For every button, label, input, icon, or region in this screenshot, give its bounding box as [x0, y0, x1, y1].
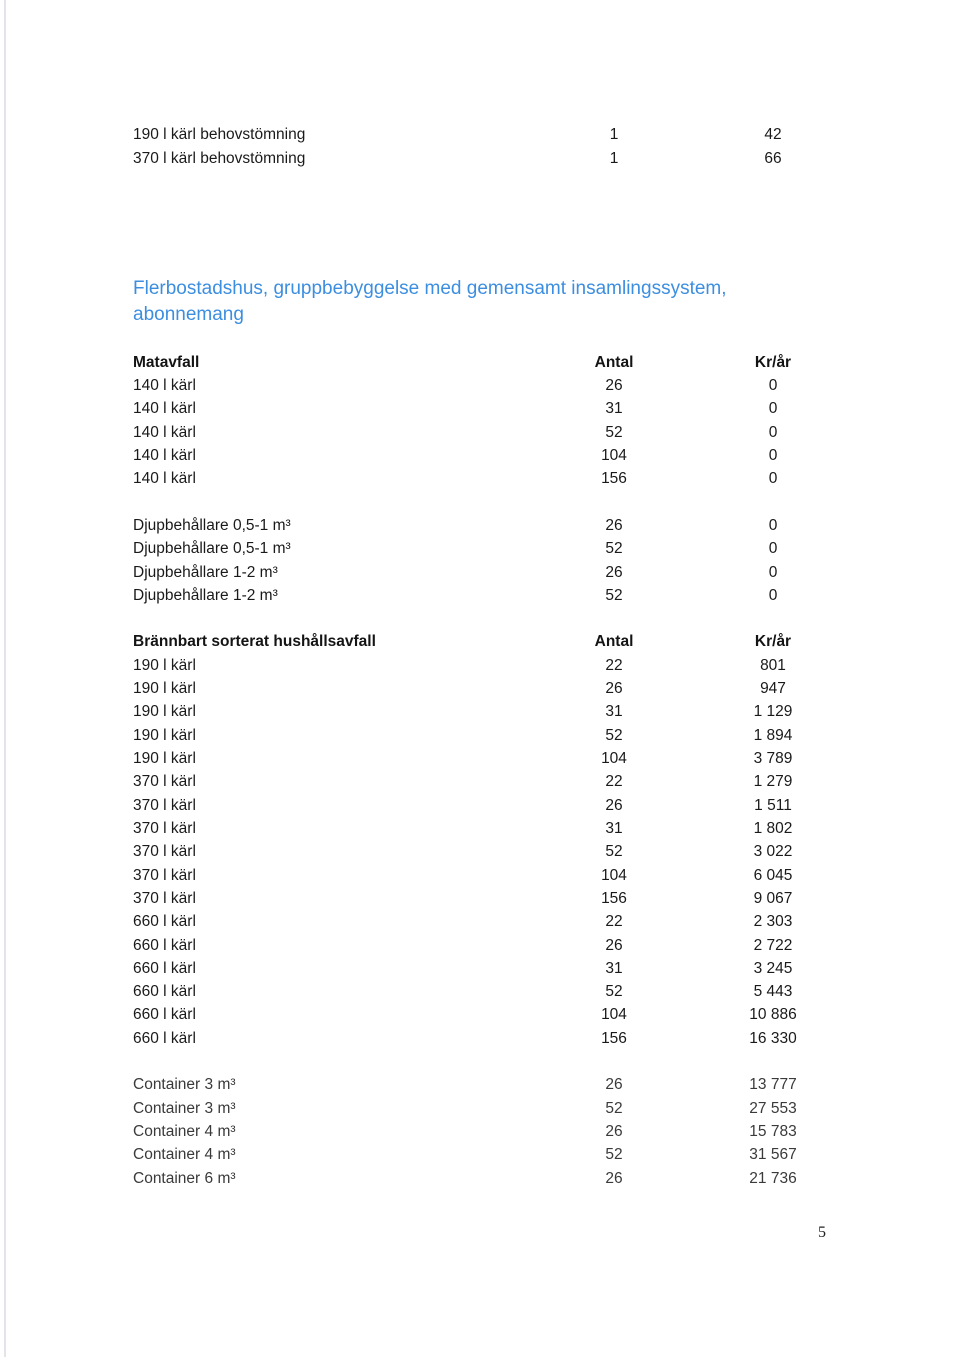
row-count: 26 — [605, 1170, 623, 1187]
row-count: 52 — [605, 843, 623, 860]
row-label: 660 l kärl — [133, 983, 196, 1000]
row-count: 1 — [609, 126, 619, 143]
row-count: 104 — [601, 750, 627, 767]
row-price: 0 — [768, 424, 778, 441]
price-row — [0, 1073, 960, 1096]
row-label: Container 4 m³ — [133, 1123, 236, 1140]
row-count: 31 — [605, 960, 623, 977]
row-price: 1 279 — [753, 773, 793, 790]
row-label: 140 l kärl — [133, 377, 196, 394]
row-price: 31 567 — [749, 1146, 797, 1163]
page-number: 5 — [818, 1224, 826, 1241]
row-count: 52 — [605, 727, 623, 744]
row-count: 52 — [605, 540, 623, 557]
row-label: Container 3 m³ — [133, 1076, 236, 1093]
table-header-brannbart — [0, 630, 960, 653]
row-label: 370 l kärl — [133, 843, 196, 860]
price-row — [0, 537, 960, 560]
row-count: 156 — [601, 470, 627, 487]
price-row — [0, 957, 960, 980]
row-label: 370 l kärl — [133, 797, 196, 814]
price-row — [0, 770, 960, 793]
row-price: 0 — [768, 447, 778, 464]
row-price: 6 045 — [753, 867, 793, 884]
header-count: Antal — [594, 633, 634, 650]
row-label: 660 l kärl — [133, 937, 196, 954]
row-label: 140 l kärl — [133, 424, 196, 441]
price-row — [0, 584, 960, 607]
row-label: 190 l kärl behovstömning — [133, 126, 306, 143]
row-label: 140 l kärl — [133, 447, 196, 464]
row-count: 22 — [605, 913, 623, 930]
row-count: 26 — [605, 1123, 623, 1140]
row-count: 26 — [605, 797, 623, 814]
price-row — [0, 747, 960, 770]
row-count: 104 — [601, 447, 627, 464]
section-heading: Flerbostadshus, gruppbebyggelse med gemensamt insamlingssystem, abonnemang — [133, 278, 727, 325]
row-label: 190 l kärl — [133, 680, 196, 697]
row-price: 13 777 — [749, 1076, 797, 1093]
row-count: 104 — [601, 867, 627, 884]
row-count: 26 — [605, 377, 623, 394]
row-label: 140 l kärl — [133, 470, 196, 487]
row-price: 0 — [768, 587, 778, 604]
row-price: 2 722 — [753, 937, 793, 954]
row-price: 1 129 — [753, 703, 793, 720]
header-label: Matavfall — [133, 354, 200, 371]
row-price: 0 — [768, 517, 778, 534]
price-row — [0, 123, 960, 146]
row-label: 660 l kärl — [133, 913, 196, 930]
price-row — [0, 444, 960, 467]
price-row — [0, 654, 960, 677]
row-label: 370 l kärl — [133, 867, 196, 884]
row-price: 0 — [768, 470, 778, 487]
row-label: 370 l kärl — [133, 773, 196, 790]
price-row — [0, 1027, 960, 1050]
price-row — [0, 1097, 960, 1120]
row-price: 21 736 — [749, 1170, 797, 1187]
row-price: 1 894 — [753, 727, 793, 744]
row-count: 156 — [601, 1030, 627, 1047]
row-count: 31 — [605, 703, 623, 720]
price-row — [0, 980, 960, 1003]
row-label: 660 l kärl — [133, 960, 196, 977]
row-label: 660 l kärl — [133, 1006, 196, 1023]
row-label: 370 l kärl — [133, 820, 196, 837]
row-count: 26 — [605, 680, 623, 697]
row-count: 22 — [605, 657, 623, 674]
row-label: Djupbehållare 1-2 m³ — [133, 564, 278, 581]
price-row — [0, 421, 960, 444]
row-count: 26 — [605, 1076, 623, 1093]
row-count: 22 — [605, 773, 623, 790]
row-label: 660 l kärl — [133, 1030, 196, 1047]
row-price: 3 245 — [753, 960, 793, 977]
row-price: 801 — [760, 657, 786, 674]
row-price: 2 303 — [753, 913, 793, 930]
row-label: Djupbehållare 1-2 m³ — [133, 587, 278, 604]
price-row — [0, 864, 960, 887]
row-label: 190 l kärl — [133, 703, 196, 720]
row-count: 26 — [605, 937, 623, 954]
row-count: 52 — [605, 1146, 623, 1163]
row-count: 1 — [609, 150, 619, 167]
row-price: 66 — [764, 150, 782, 167]
price-row — [0, 561, 960, 584]
price-row — [0, 374, 960, 397]
price-row — [0, 397, 960, 420]
row-label: Container 3 m³ — [133, 1100, 236, 1117]
row-label: 190 l kärl — [133, 750, 196, 767]
row-price: 16 330 — [749, 1030, 797, 1047]
row-label: 140 l kärl — [133, 400, 196, 417]
price-row — [0, 1143, 960, 1166]
row-price: 15 783 — [749, 1123, 797, 1140]
row-price: 27 553 — [749, 1100, 797, 1117]
price-row — [0, 934, 960, 957]
price-row — [0, 724, 960, 747]
row-label: Container 4 m³ — [133, 1146, 236, 1163]
price-row — [0, 1003, 960, 1026]
price-row — [0, 514, 960, 537]
row-count: 52 — [605, 1100, 623, 1117]
table-header-matavfall — [0, 351, 960, 374]
row-count: 31 — [605, 400, 623, 417]
row-count: 52 — [605, 424, 623, 441]
header-price: Kr/år — [754, 633, 792, 650]
row-count: 26 — [605, 564, 623, 581]
price-row — [0, 1167, 960, 1190]
row-price: 10 886 — [749, 1006, 797, 1023]
price-row — [0, 700, 960, 723]
row-price: 947 — [760, 680, 786, 697]
row-price: 3 789 — [753, 750, 793, 767]
price-row — [0, 887, 960, 910]
row-price: 9 067 — [753, 890, 793, 907]
header-label: Brännbart sorterat hushållsavfall — [133, 633, 376, 650]
row-price: 42 — [764, 126, 782, 143]
row-price: 1 802 — [753, 820, 793, 837]
row-count: 52 — [605, 983, 623, 1000]
price-row — [0, 147, 960, 170]
row-label: 370 l kärl behovstömning — [133, 150, 306, 167]
row-count: 156 — [601, 890, 627, 907]
price-row — [0, 1120, 960, 1143]
row-price: 0 — [768, 564, 778, 581]
price-row — [0, 794, 960, 817]
price-row — [0, 910, 960, 933]
row-price: 0 — [768, 400, 778, 417]
row-price: 0 — [768, 540, 778, 557]
header-count: Antal — [594, 354, 634, 371]
row-price: 0 — [768, 377, 778, 394]
row-count: 26 — [605, 517, 623, 534]
row-price: 3 022 — [753, 843, 793, 860]
row-label: Djupbehållare 0,5-1 m³ — [133, 540, 291, 557]
row-price: 5 443 — [753, 983, 793, 1000]
price-row — [0, 817, 960, 840]
row-label: Container 6 m³ — [133, 1170, 236, 1187]
row-count: 31 — [605, 820, 623, 837]
row-label: 190 l kärl — [133, 727, 196, 744]
row-label: 370 l kärl — [133, 890, 196, 907]
price-row — [0, 677, 960, 700]
header-price: Kr/år — [754, 354, 792, 371]
price-row — [0, 467, 960, 490]
row-count: 52 — [605, 587, 623, 604]
row-label: Djupbehållare 0,5-1 m³ — [133, 517, 291, 534]
row-price: 1 511 — [754, 797, 792, 814]
row-label: 190 l kärl — [133, 657, 196, 674]
row-count: 104 — [601, 1006, 627, 1023]
price-row — [0, 840, 960, 863]
